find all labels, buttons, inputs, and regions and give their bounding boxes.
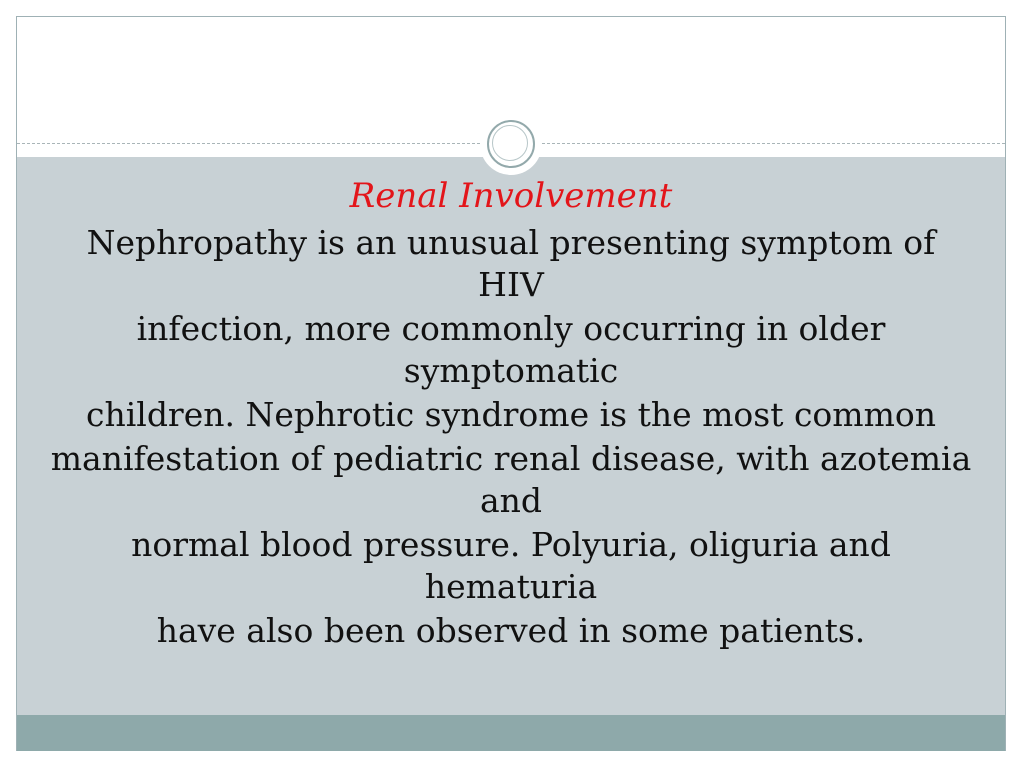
body-line-3: infection, more commonly occurring in older [136, 309, 886, 348]
body-line-2: HIV [478, 265, 544, 304]
slide-footer-band [17, 715, 1005, 751]
body-line-8: normal blood pressure. Polyuria, oliguria and [131, 525, 891, 564]
body-line-7: and [479, 481, 543, 520]
body-line-6: manifestation of pediatric renal disease, with azotemia [50, 439, 972, 478]
slide-text-block [17, 175, 1005, 653]
body-line-9: hematuria [424, 567, 598, 606]
body-line-5: children. Nephrotic syndrome is the most common [85, 395, 937, 434]
slide-title: Renal Involvement [349, 176, 673, 216]
body-line-10: have also been observed in some patients. [156, 611, 866, 650]
presentation-slide [16, 16, 1006, 751]
body-line-1: Nephropathy is an unusual presenting symptom of [86, 223, 936, 262]
ring-icon [487, 120, 535, 168]
body-line-4: symptomatic [403, 351, 619, 390]
double-ring-icon [480, 113, 542, 175]
